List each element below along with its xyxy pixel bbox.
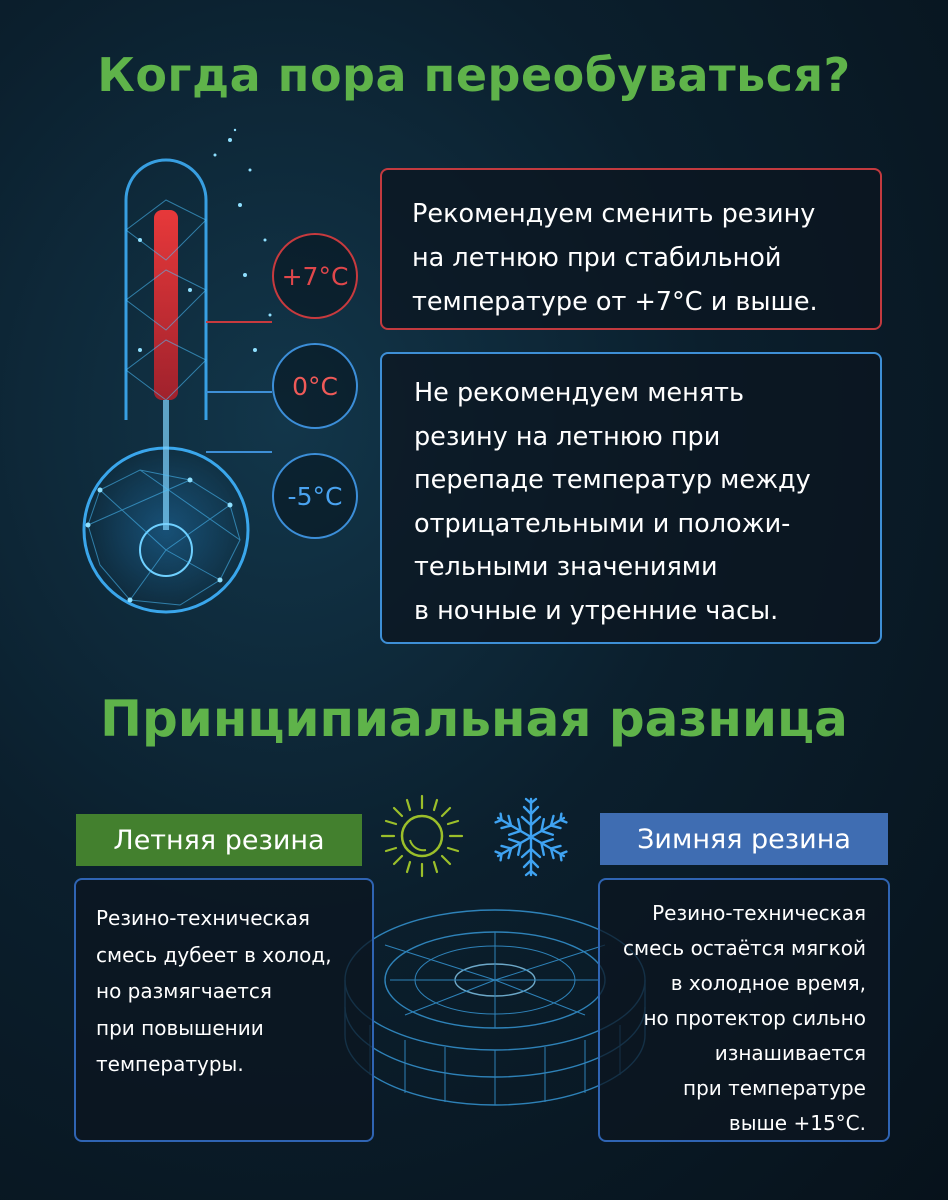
temp-label-zero: 0°C [272,343,358,429]
sun-icon [374,788,470,884]
summer-tire-description-box [74,878,374,1142]
warning-box [380,352,882,644]
temp-label-plus7: +7°C [272,233,358,319]
temp-label-minus5: -5°C [272,453,358,539]
page-title: Когда пора переобуваться? [97,48,851,102]
winter-tire-description-box [598,878,890,1142]
snowflake-icon [486,792,576,882]
summer-recommendation-box [380,168,882,330]
winter-tire-label: Зимняя резина [600,813,888,865]
section-title: Принципиальная разница [100,690,848,748]
warning-text: Не рекомендуем менять резину на летнюю при перепаде температур между отрицательными и положи- тельными значениями в ночные и утренние часы. [414,378,811,626]
summer-tire-description: Резино-техническая смесь дубеет в холод, но размягчается при повышении температуры. [96,906,332,1076]
summer-recommendation-text: Рекомендуем сменить резину на летнюю при стабильной температуре от +7°C и выше. [412,199,818,317]
summer-tire-label: Летняя резина [76,814,362,866]
winter-tire-description: Резино-техническая смесь остаётся мягкой в холодное время, но протектор сильно изнашивается при температуре выше +15°C. [623,901,866,1135]
